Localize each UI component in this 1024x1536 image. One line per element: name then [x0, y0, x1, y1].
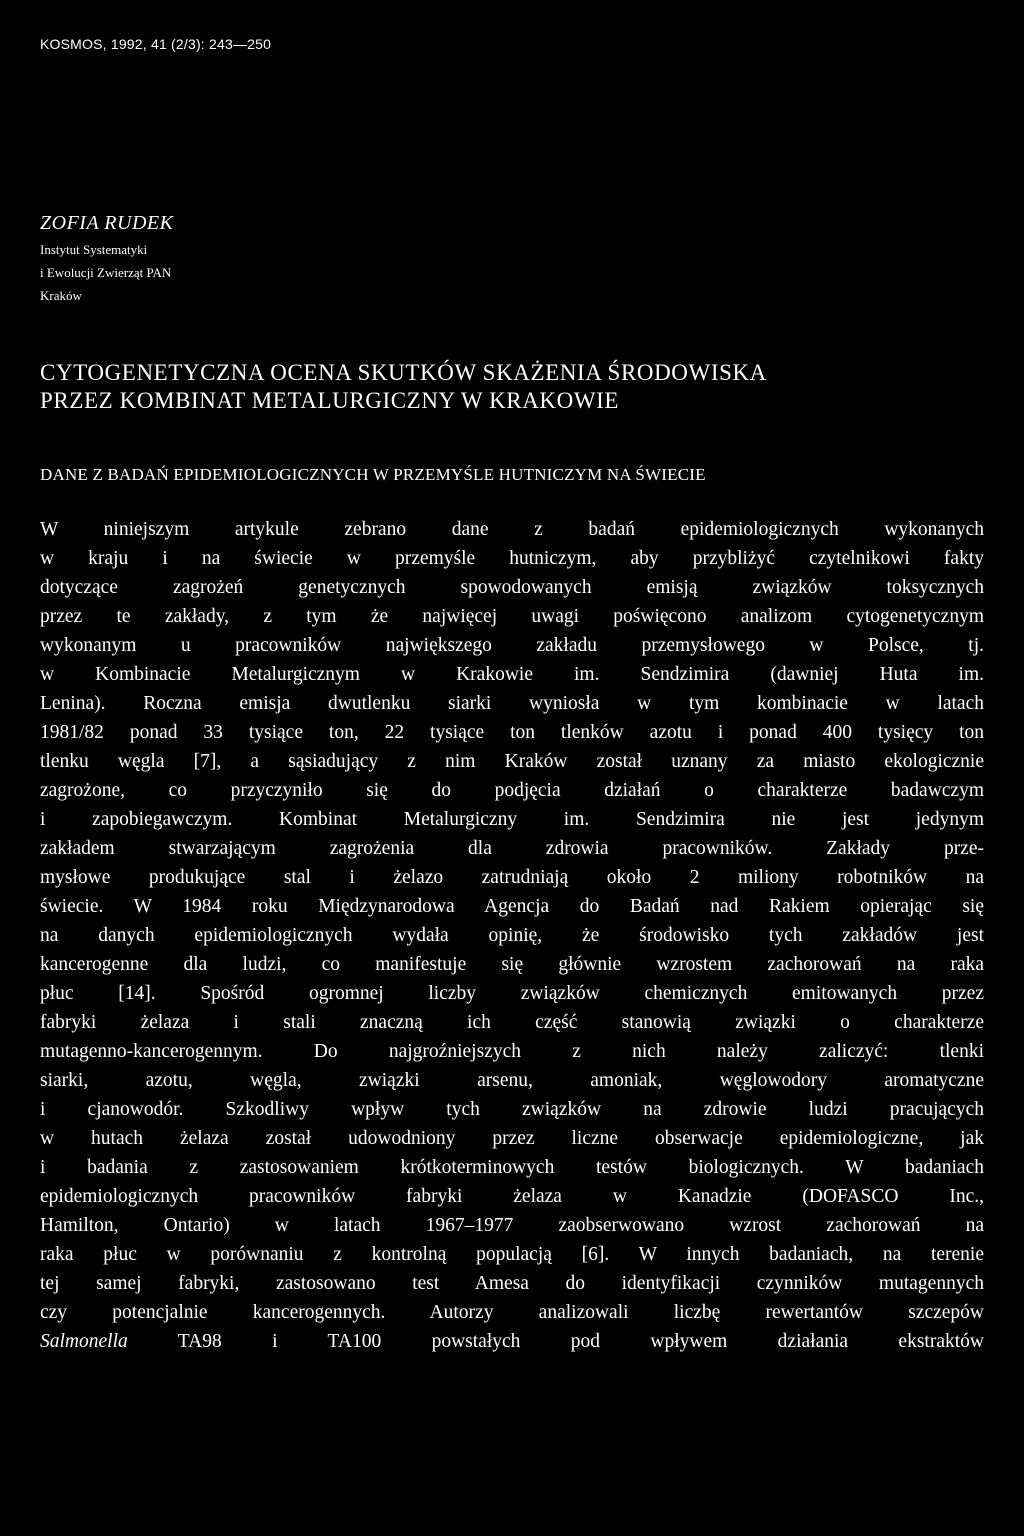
article-title-line-2: PRZEZ KOMBINAT METALURGICZNY W KRAKOWIE	[40, 388, 620, 413]
body-line: mysłowe produkujące stal i żelazo zatrudniają około 2 miliony robotników na	[40, 867, 984, 888]
body-line: w Kombinacie Metalurgicznym w Krakowie im. Sendzimira (dawniej Huta im.	[40, 664, 984, 685]
body-line: i badania z zastosowaniem krótkoterminowych testów biologicznych. W badaniach	[40, 1157, 984, 1178]
body-line: na danych epidemiologicznych wydała opinię, że środowisko tych zakładów jest	[40, 925, 984, 946]
journal-citation: KOSMOS, 1992, 41 (2/3): 243—250	[40, 36, 272, 52]
body-line: W niniejszym artykule zebrano dane z badań epidemiologicznych wykonanych	[40, 519, 984, 540]
body-line: raka płuc w porównaniu z kontrolną populacją [6]. W innych badaniach, na terenie	[40, 1244, 984, 1265]
body-line: Lenina). Roczna emisja dwutlenku siarki wyniosła w tym kombinacie w latach	[40, 693, 984, 714]
body-line: mutagenno-kancerogennym. Do najgroźniejszych z nich należy zaliczyć: tlenki	[40, 1041, 984, 1062]
body-line: dotyczące zagrożeń genetycznych spowodowanych emisją związków toksycznych	[40, 577, 984, 598]
body-line: płuc [14]. Spośród ogromnej liczby związków chemicznych emitowanych przez	[40, 983, 984, 1004]
body-line: kancerogenne dla ludzi, co manifestuje się głównie wzrostem zachorowań na raka	[40, 954, 984, 975]
body-line: tlenku węgla [7], a sąsiadujący z nim Kraków został uznany za miasto ekologicznie	[40, 751, 984, 772]
body-line: 1981/82 ponad 33 tysiące ton, 22 tysiące ton tlenków azotu i ponad 400 tysięcy ton	[40, 722, 984, 743]
body-line: w kraju i na świecie w przemyśle hutniczym, aby przybliżyć czytelnikowi fakty	[40, 548, 984, 569]
body-line: wykonanym u pracowników największego zakładu przemysłowego w Polsce, tj.	[40, 635, 984, 656]
body-line: i zapobiegawczym. Kombinat Metalurgiczny im. Sendzimira nie jest jedynym	[40, 809, 984, 830]
body-line: zagrożone, co przyczyniło się do podjęcia działań o charakterze badawczym	[40, 780, 984, 801]
body-text	[40, 515, 984, 1356]
affiliation-line-1: Instytut Systematyki	[40, 242, 148, 257]
body-line: czy potencjalnie kancerogennych. Autorzy analizowali liczbę rewertantów szczepów	[40, 1302, 984, 1323]
body-line: Hamilton, Ontario) w latach 1967–1977 zaobserwowano wzrost zachorowań na	[40, 1215, 984, 1236]
section-heading: DANE Z BADAŃ EPIDEMIOLOGICZNYCH W PRZEMYŚLE HUTNICZYM NA ŚWIECIE	[40, 465, 706, 484]
body-line: i cjanowodór. Szkodliwy wpływ tych związków na zdrowie ludzi pracujących	[40, 1099, 984, 1120]
body-line-last	[40, 1327, 984, 1356]
body-line: świecie. W 1984 roku Międzynarodowa Agencja do Badań nad Rakiem opierając się	[40, 896, 984, 917]
body-line: tej samej fabryki, zastosowano test Amesa do identyfikacji czynników mutagennych	[40, 1273, 984, 1294]
body-line: przez te zakłady, z tym że najwięcej uwagi poświęcono analizom cytogenetycznym	[40, 606, 984, 627]
affiliation-line-2: i Ewolucji Zwierząt PAN	[40, 265, 172, 280]
body-line: w hutach żelaza został udowodniony przez liczne obserwacje epidemiologiczne, jak	[40, 1128, 984, 1149]
body-line: fabryki żelaza i stali znaczną ich część stanowią związki o charakterze	[40, 1012, 984, 1033]
article-title-line-1: CYTOGENETYCZNA OCENA SKUTKÓW SKAŻENIA ŚRODOWISKA	[40, 360, 767, 385]
body-line-tail: TA98 i TA100 powstałych pod wpływem działania ekstraktów	[177, 1331, 984, 1352]
body-line: zakładem stwarzającym zagrożenia dla zdrowia pracowników. Zakłady prze-	[40, 838, 984, 859]
body-line: epidemiologicznych pracowników fabryki żelaza w Kanadzie (DOFASCO Inc.,	[40, 1186, 984, 1207]
species-name: Salmonella	[40, 1331, 128, 1352]
author-name: ZOFIA RUDEK	[40, 212, 174, 234]
body-line: siarki, azotu, węgla, związki arsenu, amoniak, węglowodory aromatyczne	[40, 1070, 984, 1091]
affiliation-line-3: Kraków	[40, 288, 82, 303]
